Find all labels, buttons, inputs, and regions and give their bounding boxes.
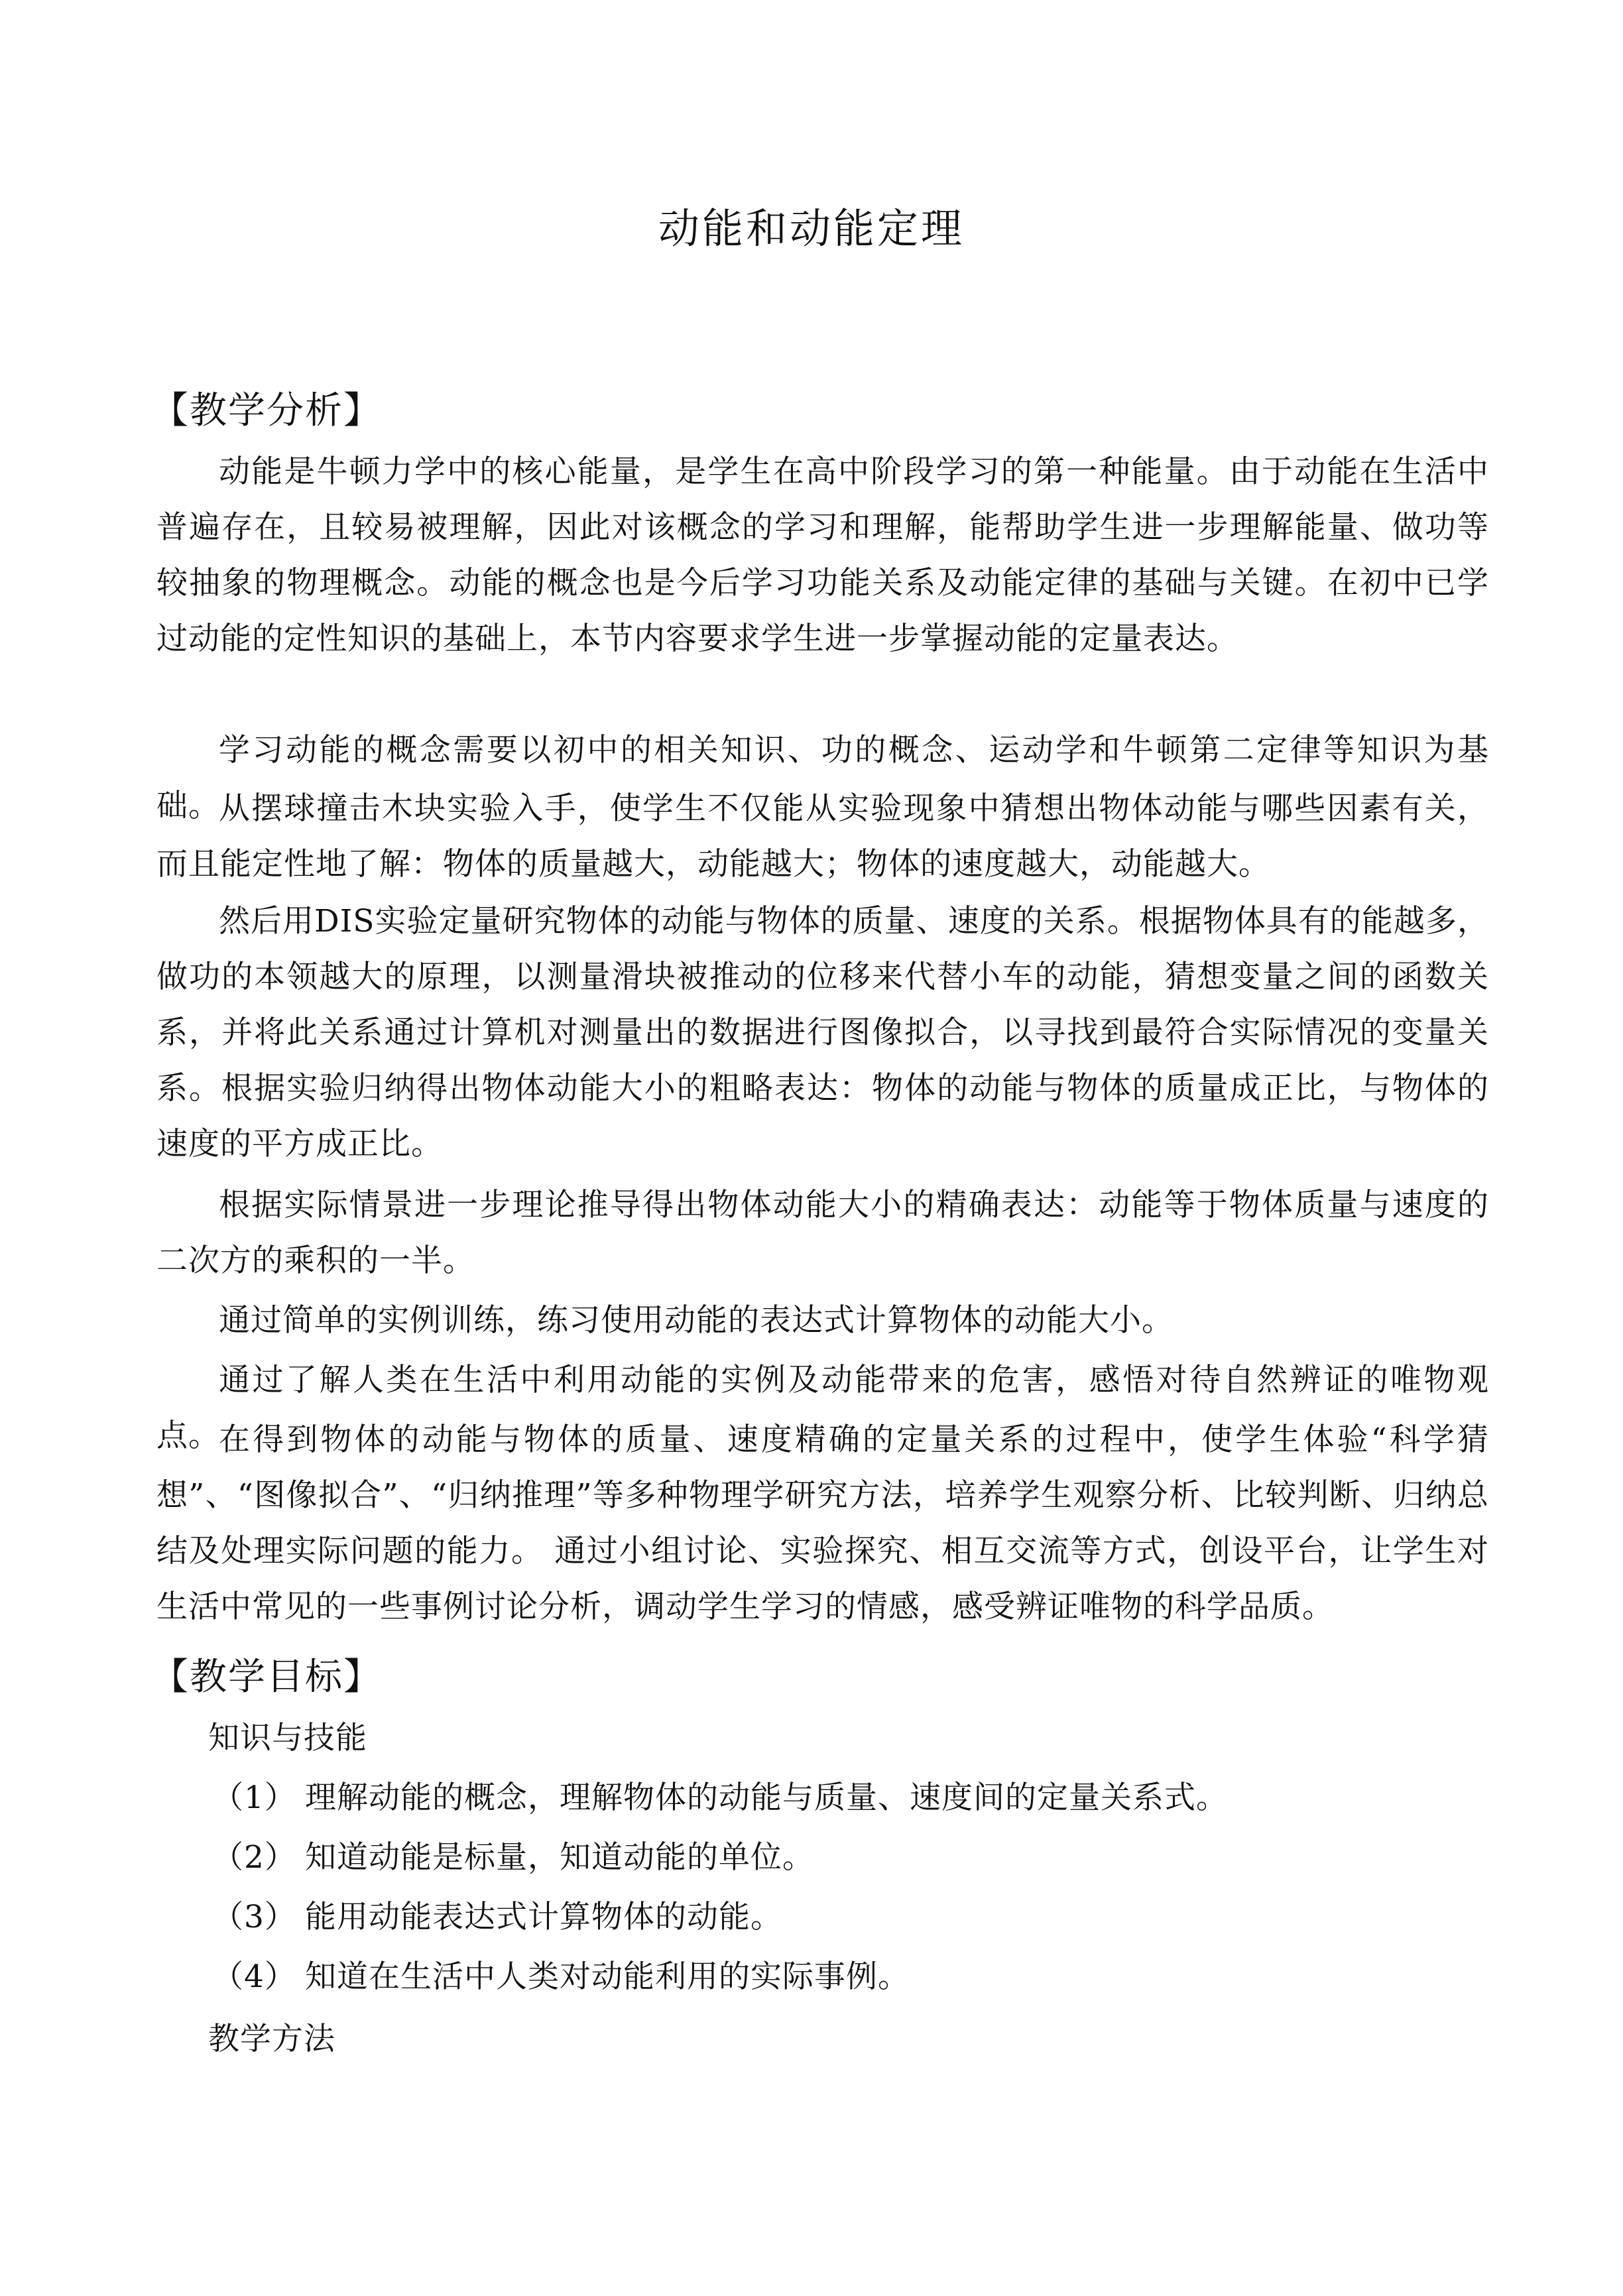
list-item-text: 理解动能的概念，理解物体的动能与质量、速度间的定量关系式。 [305,1780,1228,1816]
page-title: 动能和动能定理 [658,204,965,253]
paragraph: 从摆球撞击木块实验入手，使学生不仅能从实验现象中猜想出物体动能与哪些因素有关，而且能定性地了解：物体的质量越大，动能越大；物体的速度越大，动能越大。 [156,790,1489,882]
paragraph: 通过简单的实例训练，练习使用动能的表达式计算物体的动能大小。 [219,1302,1173,1339]
list-item-number: （2） [212,1839,296,1876]
paragraph: 动能是牛顿力学中的核心能量，是学生在高中阶段学习的第一种能量。由于动能在生活中普遍存在，且较易被理解，因此对该概念的学习和理解，能帮助学生进一步理解能量、做功等较抽象的物理概念。动能的概念也是今后学习功能关系及动能定律的基础与关键。在初中已学过动能的定性知识的基础上，本节内容要求学生进一步掌握动能的定量表达。 [156,453,1489,657]
paragraph: 通过了解人类在生活中利用动能的实例及动能带来的危害，感悟对待自然辨证的唯物观点。 [156,1362,1489,1454]
list-item [212,1949,910,2005]
list-item-number: （1） [212,1780,296,1816]
paragraph: 学习动能的概念需要以初中的相关知识、功的概念、运动学和牛顿第二定律等知识为基础。 [156,732,1489,824]
list-item-text: 能用动能表达式计算物体的动能。 [305,1899,782,1935]
paragraph: 根据实际情景进一步理论推导得出物体动能大小的精确表达：动能等于物体质量与速度的二次方的乘积的一半。 [156,1187,1489,1279]
list-item [212,1890,782,1945]
list-item-number: （4） [212,1959,296,1995]
section-heading-objectives: 【教学目标】 [151,1656,382,1699]
paragraph: 然后用DIS实验定量研究物体的动能与物体的质量、速度的关系。根据物体具有的能越多，做功的本领越大的原理，以测量滑块被推动的位移来代替小车的动能，猜想变量之间的函数关系，并将此关系通过计算机对测量出的数据进行图像拟合，以寻找到最符合实际情况的变量关系。根据实验归纳得出物体动能大小的粗略表达：物体的动能与物体的质量成正比，与物体的速度的平方成正比。 [156,903,1489,1162]
list-item-number: （3） [212,1899,296,1935]
paragraph: 在得到物体的动能与物体的质量、速度精确的定量关系的过程中，使学生体验“科学猜想”、“图像拟合”、“归纳推理”等多种物理学研究方法，培养学生观察分析、比较判断、归纳总结及处理实际问题的能力。 通过小组讨论、实验探究、相互交流等方式，创设平台，让学生对生活中常见的一些事例讨论分析，调动学生学习的情感，感受辨证唯物的科学品质。 [156,1421,1489,1625]
section-heading-analysis: 【教学分析】 [151,389,382,432]
subheading-knowledge-skills: 知识与技能 [208,1720,367,1756]
subheading-teaching-methods: 教学方法 [208,2021,335,2057]
list-item [212,1830,814,1886]
list-item-text: 知道动能是标量，知道动能的单位。 [305,1839,814,1876]
list-item [212,1770,1228,1826]
list-item-text: 知道在生活中人类对动能利用的实际事例。 [305,1959,910,1995]
